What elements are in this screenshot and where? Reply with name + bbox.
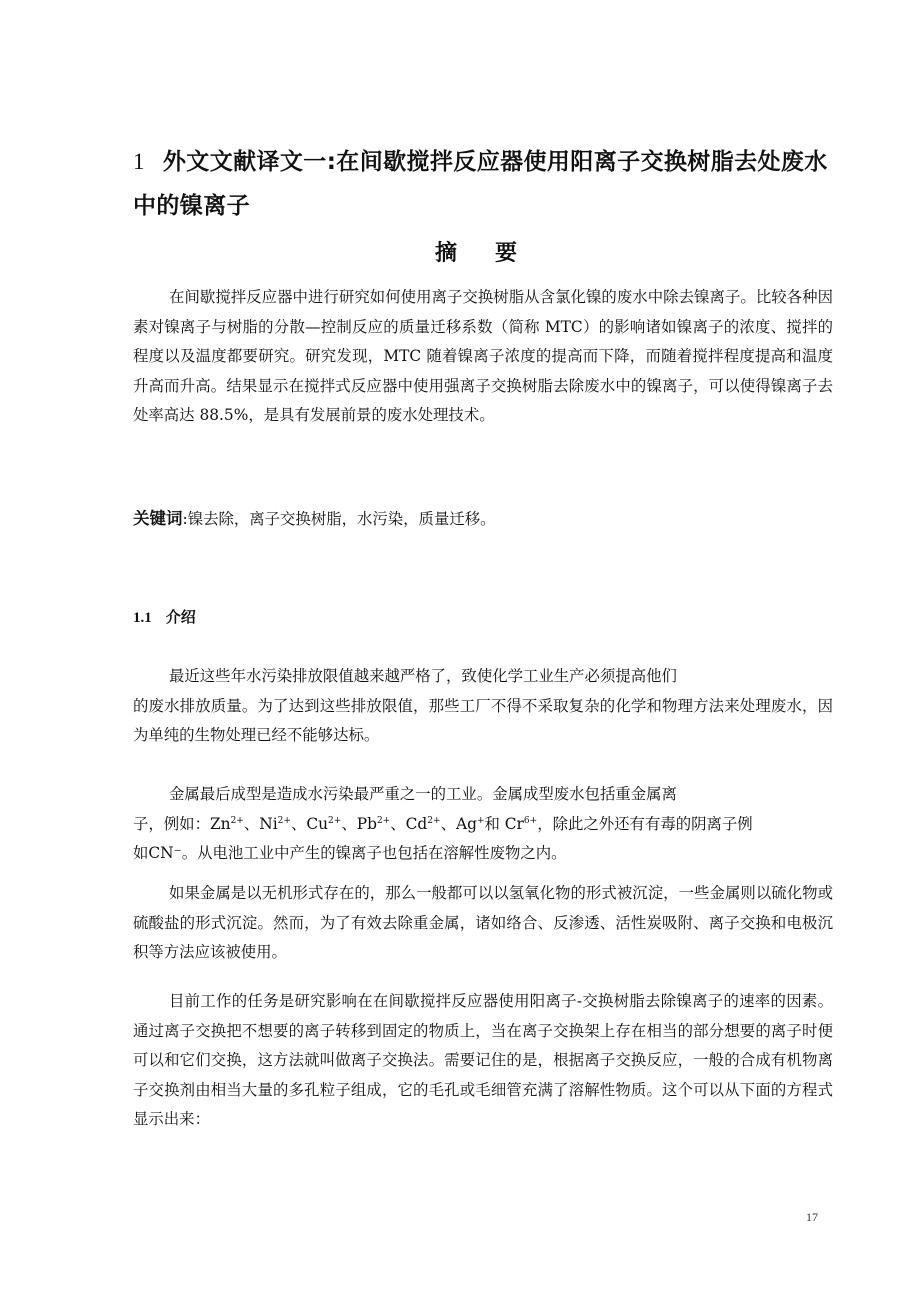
ion-cd <box>406 815 456 833</box>
intro-p2-line2 <box>133 810 833 840</box>
ion-zn <box>210 815 259 833</box>
page-number: 17 <box>806 1210 818 1224</box>
intro-paragraph-2 <box>133 780 833 869</box>
ion-charge: 2+ <box>277 815 291 826</box>
ion-symbol: Pb <box>356 814 377 833</box>
intro-paragraph-3: 如果金属是以无机形式存在的，那么一般都可以以氢氧化物的形式被沉淀，一些金属则以硫化物或硫酸盐的形式沉淀。然而，为了有效去除重金属，诸如络合、反渗透、活性炭吸附、离子交换和电极沉积等方法应该被使用。 <box>133 884 833 962</box>
ion-symbol: Ag <box>455 814 477 833</box>
ion-charge: 2+ <box>376 815 391 826</box>
keywords-label: 关键词 <box>133 509 183 528</box>
ion-separator: 、 <box>440 814 456 833</box>
title-number: 1 <box>133 149 145 174</box>
section-number: 1.1 <box>133 610 152 626</box>
ion-list <box>210 815 537 833</box>
abstract-heading: 摘要 <box>434 241 555 266</box>
ion-symbol: Cd <box>405 814 428 833</box>
ion-symbol: Cr <box>504 814 524 833</box>
ion-separator: 、 <box>390 814 406 833</box>
ion-charge: + <box>476 815 485 826</box>
ion-charge: 2+ <box>427 815 441 826</box>
ion-charge: 6+ <box>523 815 538 826</box>
ion-ag <box>456 815 505 833</box>
ion-cr <box>505 815 537 833</box>
ion-ni <box>259 815 306 833</box>
ion-symbol: Zn <box>209 814 231 833</box>
intro-p1-line1: 最近这些年水污染排放限值越来越严格了，致使化学工业生产必须提高他们 <box>169 667 677 685</box>
keywords-text: 镍去除，离子交换树脂，水污染，质量迁移。 <box>187 510 496 528</box>
ion-separator: 和 <box>484 814 505 833</box>
title-text: 外文文献译文一:在间歇搅拌反应器使用阳离子交换树脂去处废水中的镍离子 <box>133 149 828 219</box>
intro-p1-rest: 的废水排放质量。为了达到这些排放限值，那些工厂不得不采取复杂的化学和物理方法来处理废水，因为单纯的生物处理已经不能够达标。 <box>133 696 833 745</box>
ion-symbol: Ni <box>259 814 278 833</box>
ion-pb <box>357 815 406 833</box>
ion-symbol: Cu <box>306 814 329 833</box>
intro-paragraph-4: 目前工作的任务是研究影响在在间歇搅拌反应器使用阳离子-交换树脂去除镍离子的速率的因素。通过离子交换把不想要的离子转移到固定的物质上，当在离子交换架上存在相当的部分想要的离子时便可以和它们交换，这方法就叫做离子交换法。需要记住的是，根据离子交换反应，一般的合成有机物离子交换剂由相当大量的多孔粒子组成，它的毛孔或毛细管充满了溶解性物质。这个可以从下面的方程式显示出来： <box>133 992 833 1129</box>
ion-separator: 、 <box>341 814 357 833</box>
abstract-paragraph: 在间歇搅拌反应器中进行研究如何使用离子交换树脂从含氯化镍的废水中除去镍离子。比较各种因素对镍离子与树脂的分散—控制反应的质量迁移系数（简称 MTC）的影响诸如镍离子的浓度、搅拌的程度以及温度都要研究。研究发现，MTC 随着镍离子浓度的提高而下降，而随着搅拌程度提高和温度升高而升高。结果显示在搅拌式反应器中使用强离子交换树脂去除废水中的镍离子，可以使得镍离子去处率高达 88.5%，是具有发展前景的废水处理技术。 <box>133 288 833 425</box>
ion-cu <box>306 815 356 833</box>
intro-p2-line3: 如CN⁻。从电池工业中产生的镍离子也包括在溶解性废物之内。 <box>133 844 567 863</box>
ion-charge: 2+ <box>230 815 244 826</box>
section-title: 介绍 <box>165 608 196 626</box>
ion-list-outro: ，除此之外还有有毒的阴离子例 <box>537 814 753 833</box>
keywords-colon: : <box>182 510 188 528</box>
document-title <box>133 140 833 228</box>
section-heading <box>133 606 533 627</box>
intro-paragraph-1 <box>133 662 833 751</box>
ion-list-intro: 子，例如： <box>133 814 210 833</box>
ion-separator: 、 <box>290 814 307 833</box>
ion-separator: 、 <box>243 814 260 833</box>
ion-charge: 2+ <box>328 815 342 826</box>
keywords-line <box>133 506 833 532</box>
intro-p2-line1: 金属最后成型是造成水污染最严重之一的工业。金属成型废水包括重金属离 <box>169 785 677 803</box>
